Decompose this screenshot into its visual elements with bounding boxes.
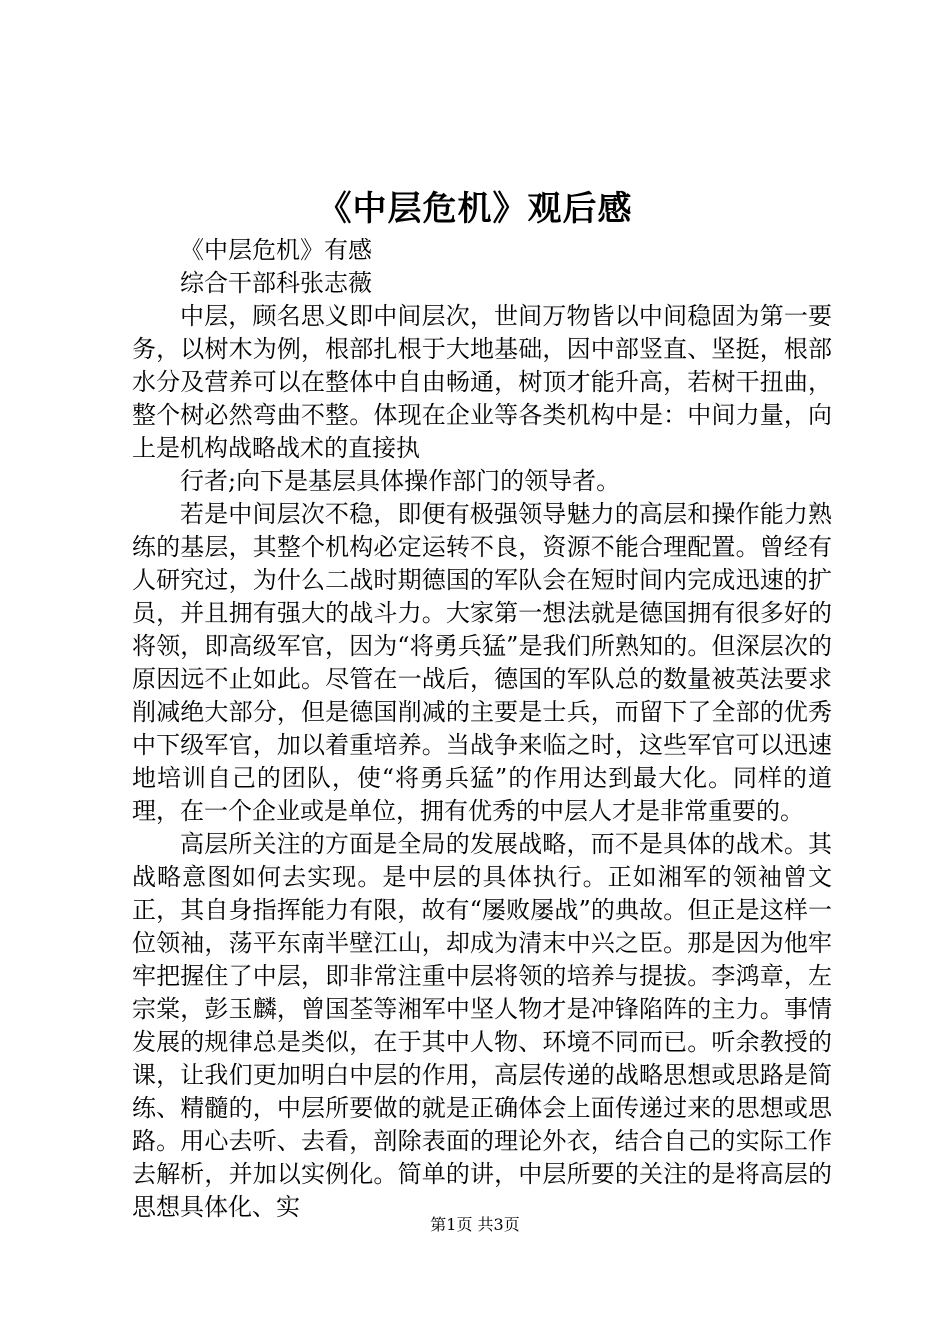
document-title: 《中层危机》观后感 (317, 189, 633, 229)
subtitle-line: 《中层危机》有感 (180, 236, 372, 264)
paragraph: 中层，顾名思义即中间层次，世间万物皆以中间稳固为第一要务，以树木为例，根部扎根于大地基础，因中部竖直、坚挺，根部水分及营养可以在整体中自由畅通，树顶才能升高，若树干扭曲，整个树必然弯曲不整。体现在企业等各类机构中是：中间力量，向上是机构战略战术的直接执 (132, 302, 832, 462)
document-body (132, 234, 832, 1224)
page-footer: 第1页 共3页 (430, 1215, 520, 1234)
author-line: 综合干部科张志薇 (180, 269, 372, 297)
paragraph: 若是中间层次不稳，即便有极强领导魅力的高层和操作能力熟练的基层，其整个机构必定运转不良，资源不能合理配置。曾经有人研究过，为什么二战时期德国的军队会在短时间内完成迅速的扩员，并且拥有强大的战斗力。大家第一想法就是德国拥有很多好的将领，即高级军官，因为“将勇兵猛”是我们所熟知的。但深层次的原因远不止如此。尽管在一战后，德国的军队总的数量被英法要求削减绝大部分，但是德国削减的主要是士兵，而留下了全部的优秀中下级军官，加以着重培养。当战争来临之时，这些军官可以迅速地培训自己的团队，使“将勇兵猛”的作用达到最大化。同样的道理，在一个企业或是单位，拥有优秀的中层人才是非常重要的。 (132, 500, 832, 825)
paragraph: 行者;向下是基层具体操作部门的领导者。 (180, 467, 621, 495)
paragraph: 高层所关注的方面是全局的发展战略，而不是具体的战术。其战略意图如何去实现。是中层的具体执行。正如湘军的领袖曾文正，其自身指挥能力有限，故有“屡败屡战”的典故。但正是这样一位领袖，荡平东南半壁江山，却成为清末中兴之臣。那是因为他牢牢把握住了中层，即非常注重中层将领的培养与提拔。李鸿章，左宗棠，彭玉麟，曾国荃等湘军中坚人物才是冲锋陷阵的主力。事情发展的规律总是类似，在于其中人物、环境不同而已。听余教授的课，让我们更加明白中层的作用，高层传递的战略思想或思路是简练、精髓的，中层所要做的就是正确体会上面传递过来的思想或思路。用心去听、去看，剖除表面的理论外衣，结合自己的实际工作去解析，并加以实例化。简单的讲，中层所要的关注的是将高层的思想具体化、实 (132, 830, 832, 1221)
